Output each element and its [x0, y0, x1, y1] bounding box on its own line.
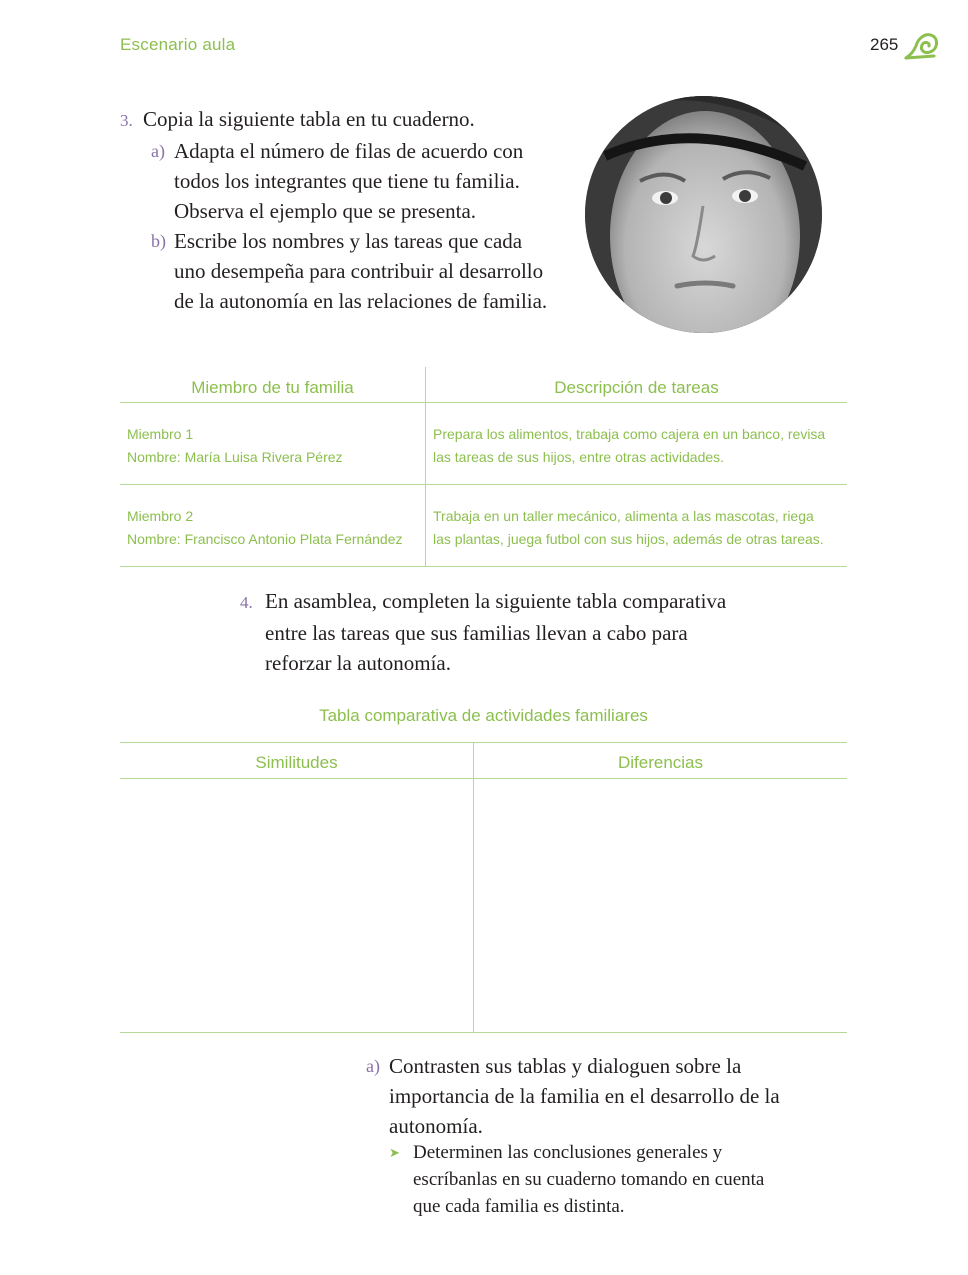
member-cell [120, 403, 425, 484]
text-line: todos los integrantes que tiene tu familia. [174, 169, 520, 193]
text-line: Observa el ejemplo que se presenta. [174, 199, 477, 223]
example-family-table [120, 367, 847, 567]
column-header: Similitudes [255, 753, 338, 772]
item-a [120, 136, 570, 226]
bullet-item [389, 1139, 789, 1220]
cell-line: Nombre: Francisco Antonio Plata Fernández [127, 531, 403, 547]
tasks-cell [425, 403, 847, 484]
text-line: Contrasten sus tablas y dialoguen sobre la [389, 1054, 742, 1078]
column-header: Miembro de tu familia [191, 378, 354, 397]
text-line: autonomía. [389, 1114, 483, 1138]
similarities-cell [120, 779, 473, 1032]
text-line: reforzar la autonomía. [265, 651, 451, 675]
tasks-cell [425, 485, 847, 566]
arrow-bullet-icon: ➤ [389, 1145, 400, 1160]
cell-line: Miembro 2 [127, 508, 194, 524]
cell-line: las plantas, juega futbol con sus hijos, además de otras tareas. [433, 531, 824, 547]
question-number: 4. [240, 593, 253, 612]
cell-line: las tareas de sus hijos, entre otras actividades. [433, 449, 725, 465]
text-line: de la autonomía en las relaciones de familia. [174, 289, 548, 313]
member-cell [120, 485, 425, 566]
table-row [120, 485, 847, 567]
snail-shell-icon [904, 30, 938, 60]
cell-line: Nombre: María Luisa Rivera Pérez [127, 449, 343, 465]
text-line: uno desempeña para contribuir al desarrollo [174, 259, 544, 283]
table-body [120, 779, 847, 1032]
cell-line: Prepara los alimentos, trabaja como cajera en un banco, revisa [433, 426, 826, 442]
question-number: 3. [120, 111, 133, 130]
table-row [120, 403, 847, 485]
column-header: Descripción de tareas [425, 367, 847, 402]
comparison-table [120, 742, 847, 1033]
comparison-table-title: Tabla comparativa de actividades familiares [319, 706, 648, 725]
item-label: b) [151, 231, 166, 251]
column-header: Diferencias [473, 743, 847, 778]
girl-portrait-photo [585, 96, 822, 333]
text-line: entre las tareas que sus familias llevan a cabo para [265, 621, 688, 645]
differences-cell [473, 779, 847, 1032]
item-label: a) [366, 1056, 380, 1076]
cell-line: Trabaja en un taller mecánico, alimenta a las mascotas, riega [433, 508, 814, 524]
text-line: escríbanlas en su cuaderno tomando en cuenta [413, 1169, 765, 1190]
page-number: 265 [870, 35, 899, 54]
section-title: Escenario aula [120, 35, 236, 54]
cell-line: Miembro 1 [127, 426, 194, 442]
table-header [120, 367, 847, 403]
question-4 [240, 586, 760, 678]
text-line: importancia de la familia en el desarrollo de la [389, 1084, 780, 1108]
question-3 [120, 104, 570, 316]
text-line: Adapta el número de filas de acuerdo con [174, 139, 524, 163]
item-label: a) [151, 141, 165, 161]
text-line: Escribe los nombres y las tareas que cada [174, 229, 523, 253]
item-a-contrast [366, 1051, 796, 1141]
item-b [120, 226, 570, 316]
text-line: En asamblea, completen la siguiente tabla comparativa [265, 589, 727, 613]
question-text: Copia la siguiente tabla en tu cuaderno. [143, 107, 475, 131]
table-header [120, 743, 847, 779]
text-line: que cada familia es distinta. [413, 1196, 625, 1217]
text-line: Determinen las conclusiones generales y [413, 1142, 723, 1163]
